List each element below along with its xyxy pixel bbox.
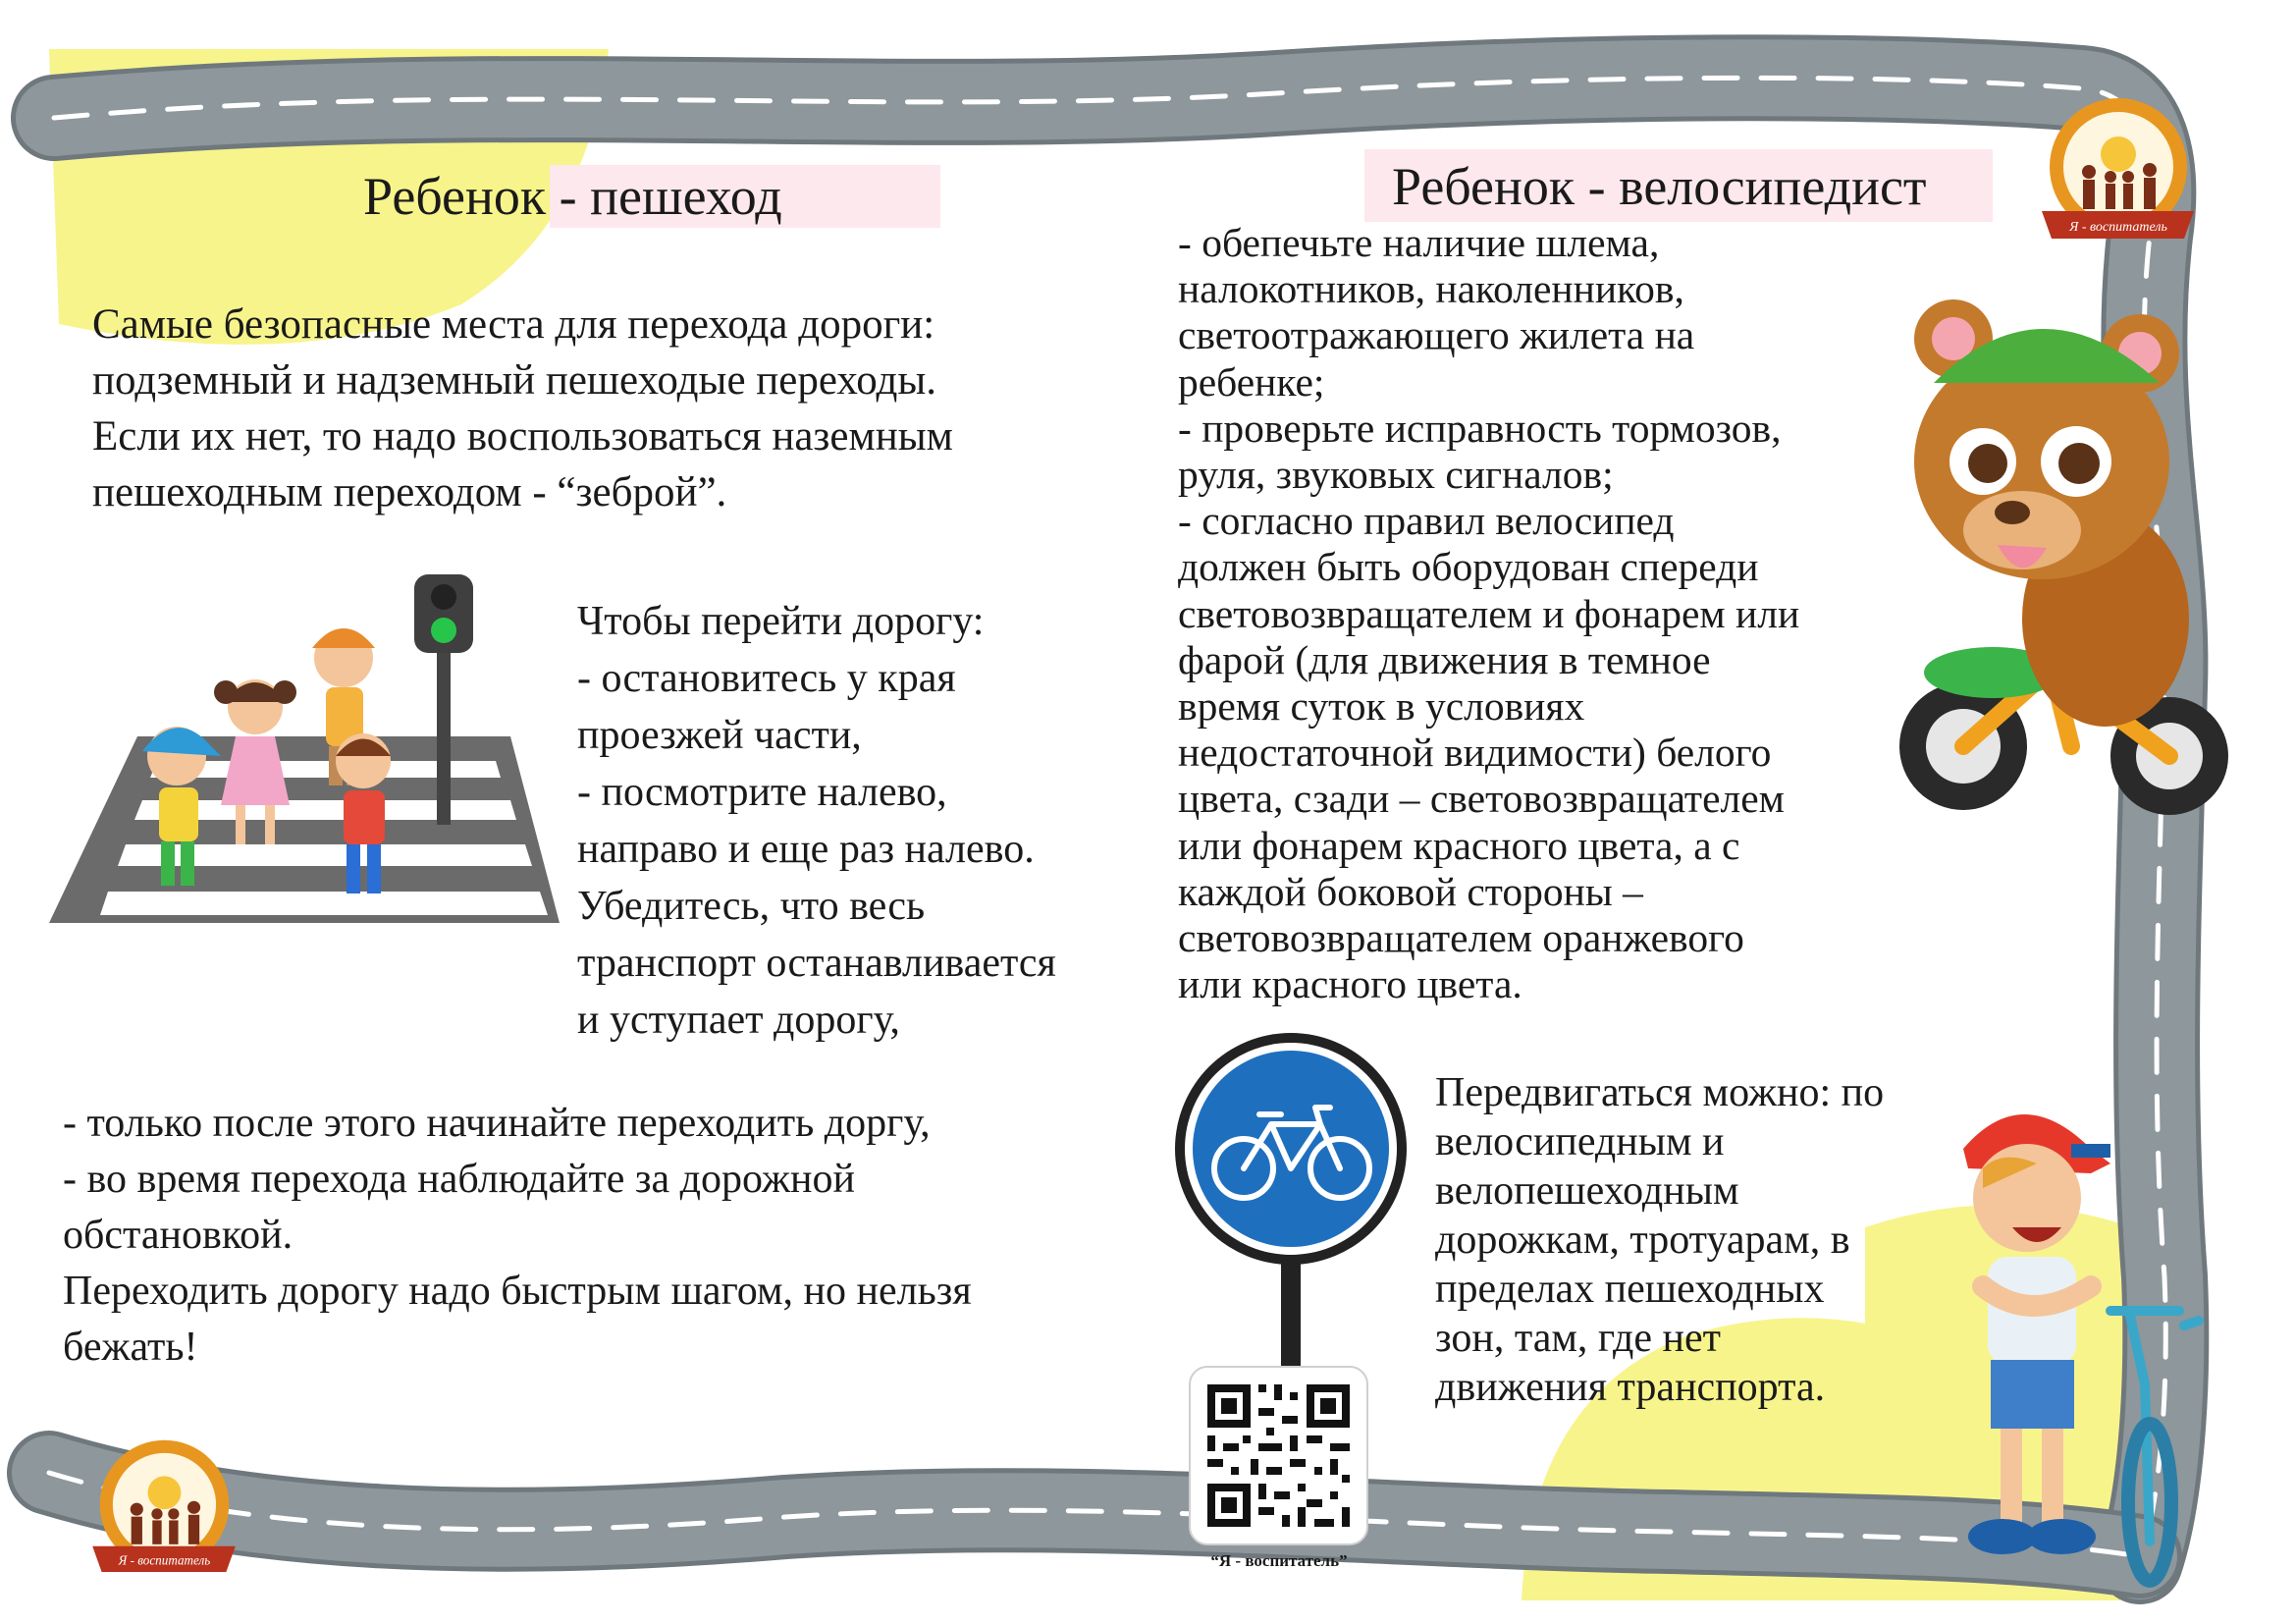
text-line: или красного цвета. xyxy=(1178,961,1522,1007)
bicycle-lane-sign xyxy=(1173,1031,1409,1384)
logo-label: Я - воспитатель xyxy=(118,1552,211,1568)
text-line: налокотников, наколенников, xyxy=(1178,266,1684,312)
text-line: Переходить дорогу надо быстрым шагом, но нельзя xyxy=(63,1269,972,1314)
text-line: недостаточной видимости) белого xyxy=(1178,730,1772,776)
text-line: или фонарем красного цвета, а с xyxy=(1178,822,1740,868)
text-line: бежать! xyxy=(63,1325,198,1370)
text-line: - остановитесь у края xyxy=(577,656,956,701)
pedestrian-intro xyxy=(92,297,953,520)
text-line: Передвигаться можно: по xyxy=(1435,1070,1885,1115)
qr-caption: “Я - воспитатель” xyxy=(1210,1551,1348,1570)
text-line: зон, там, где нет xyxy=(1435,1316,1722,1361)
boy-with-bike-illustration xyxy=(1944,1090,2238,1591)
text-line: должен быть оборудован спереди xyxy=(1178,544,1759,590)
text-line: Убедитесь, что весь xyxy=(577,884,926,929)
text-line: руля, звуковых сигналов; xyxy=(1178,452,1614,498)
text-line: - обепечьте наличие шлема, xyxy=(1178,220,1660,265)
cyclist-heading: Ребенок - велосипедист xyxy=(1392,157,1927,216)
text-line: направо и еще раз налево. xyxy=(577,827,1035,872)
text-line: фарой (для движения в темное xyxy=(1178,636,1711,682)
text-line: транспорт останавливается xyxy=(577,941,1056,986)
bear-cyclist-illustration xyxy=(1875,295,2238,825)
text-line: пределах пешеходных xyxy=(1435,1267,1825,1312)
text-line: ребенке; xyxy=(1178,358,1325,405)
text-line: и уступает дорогу, xyxy=(577,998,900,1043)
text-line: каждой боковой стороны – xyxy=(1178,868,1643,914)
text-line: Чтобы перейти дорогу: xyxy=(577,599,985,644)
text-line: - проверьте исправность тормозов, xyxy=(1178,405,1782,451)
ya-vospitatel-logo-icon xyxy=(2042,98,2194,239)
text-line: велопешеходным xyxy=(1435,1168,1739,1214)
text-line: проезжей части, xyxy=(577,713,862,758)
text-line: движения транспорта. xyxy=(1435,1365,1826,1410)
logo-top-right xyxy=(2032,93,2204,255)
text-line: обстановкой. xyxy=(63,1213,294,1258)
pedestrian-heading: Ребенок - пешеход xyxy=(363,167,782,226)
text-line: дорожкам, тротуарам, в xyxy=(1435,1218,1850,1263)
text-line: - во время перехода наблюдайте за дорожной xyxy=(63,1157,855,1202)
text-line: - посмотрите налево, xyxy=(577,770,947,815)
text-line: - согласно правил велосипед xyxy=(1178,498,1675,544)
cyclist-rules xyxy=(1178,220,1799,1007)
text-line: время суток в условиях xyxy=(1178,683,1585,730)
text-line: пешеходным переходом - “зеброй”. xyxy=(92,469,727,515)
crossing-steps xyxy=(577,593,1056,1049)
where-to-ride xyxy=(1435,1068,1884,1412)
text-line: Если их нет, то надо воспользоваться наземным xyxy=(92,413,953,460)
text-line: цвета, сзади – световозвращателем xyxy=(1178,776,1785,822)
text-line: - только после этого начинайте переходить доргу, xyxy=(63,1101,931,1146)
text-line: светоотражающего жилета на xyxy=(1178,312,1695,358)
text-line: велосипедным и xyxy=(1435,1119,1725,1164)
text-line: Самые безопасные места для перехода дороги: xyxy=(92,301,935,348)
text-line: подземный и надземный пешеходые переходы. xyxy=(92,357,937,404)
text-line: световозвращателем и фонарем или xyxy=(1178,590,1800,636)
crossing-after-steps xyxy=(63,1096,972,1376)
logo-bottom-left xyxy=(80,1435,247,1588)
text-line: световозвращателем оранжевого xyxy=(1178,915,1744,961)
qr-code xyxy=(1188,1365,1369,1556)
logo-label: Я - воспитатель xyxy=(2069,220,2167,235)
children-crosswalk-illustration xyxy=(49,560,560,933)
